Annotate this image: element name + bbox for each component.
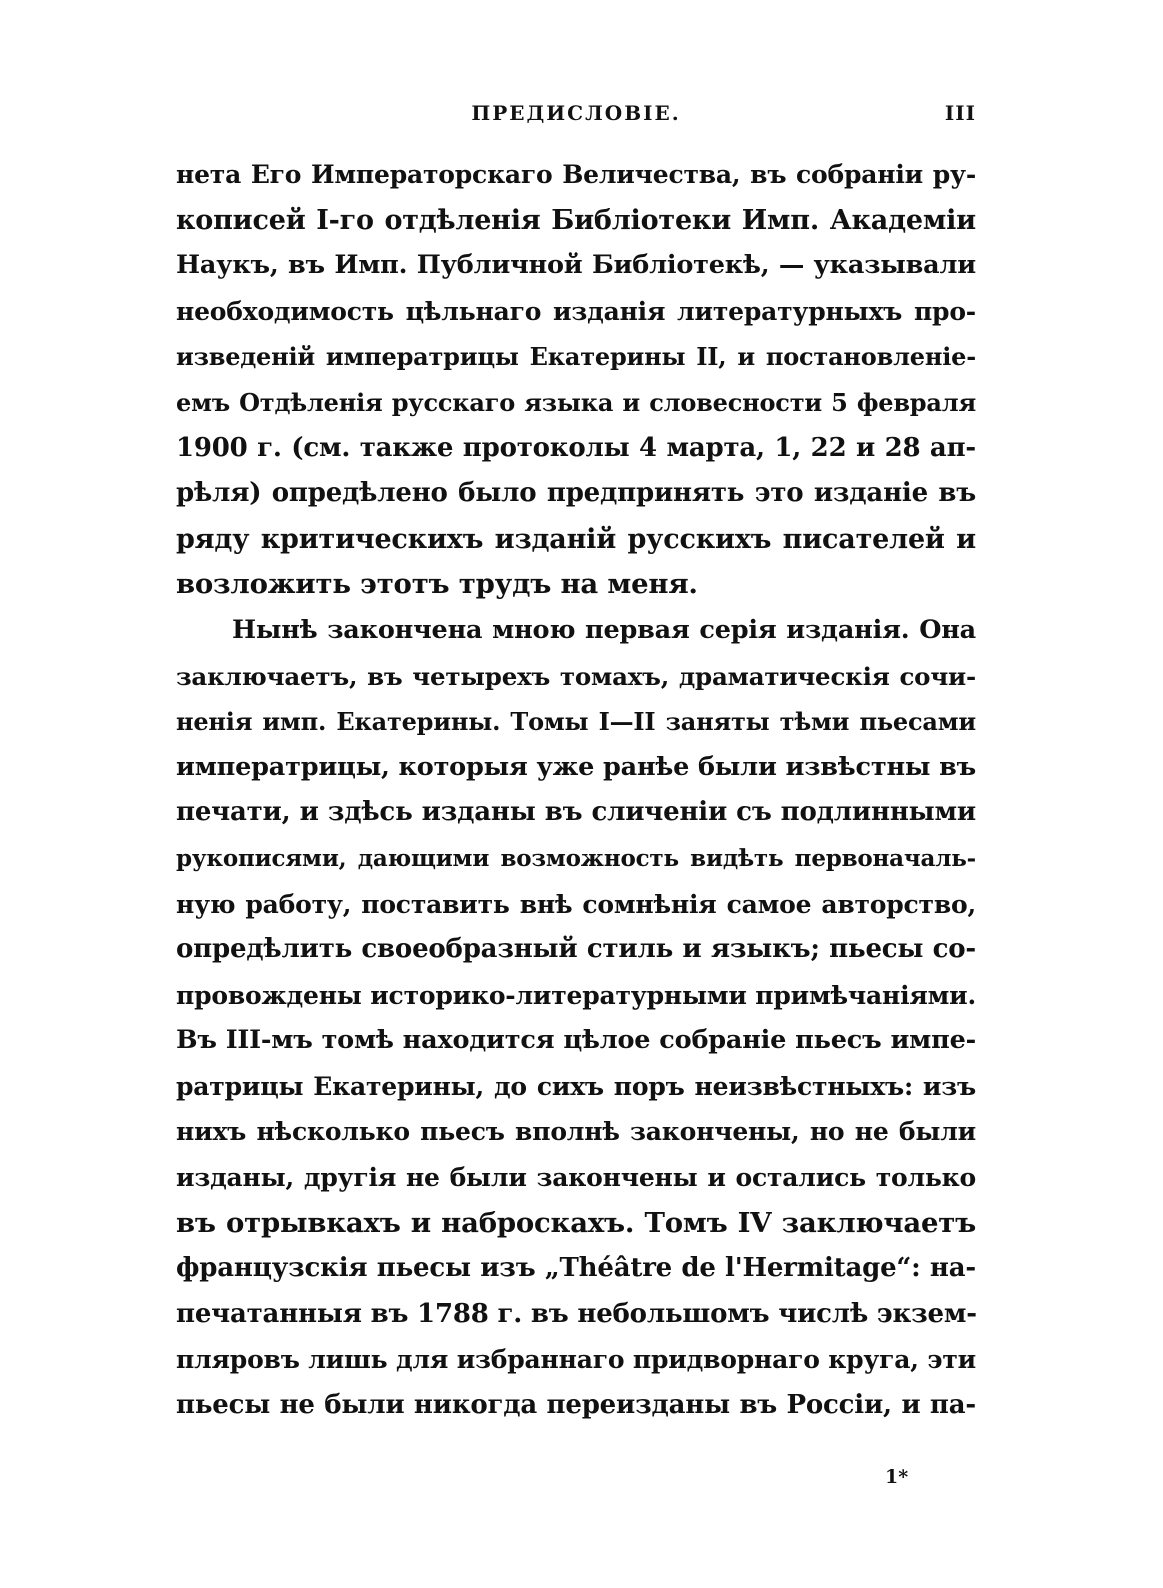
text-line: печатанныя въ 1788 г. въ небольшомъ числѣ экзем- [176, 1298, 977, 1329]
text-line: емъ Отдѣленія русскаго языка и словесности 5 февраля [176, 387, 976, 417]
paragraph-1 [176, 152, 976, 608]
text-line: рукописями, дающими возможность видѣть первоначаль- [176, 844, 976, 872]
text-line: ряду критическихъ изданій русскихъ писателей и [176, 523, 976, 555]
text-line: Въ III-мъ томѣ находится цѣлое собраніе пьесъ импе- [176, 1025, 976, 1056]
text-line: ратрицы Екатерины, до сихъ поръ неизвѣстныхъ: изъ [176, 1071, 976, 1101]
page-number: III [944, 101, 976, 125]
text-line: провождены историко-литературными примѣчаніями. [176, 980, 976, 1010]
text-line: нихъ нѣсколько пьесъ вполнѣ закончены, но не были [176, 1117, 976, 1147]
text-line: изведеній императрицы Екатерины II, и постановленіе- [176, 342, 976, 372]
text-line: ненія имп. Екатерины. Томы I—II заняты тѣми пьесами [176, 707, 976, 737]
text-line: французскія пьесы изъ „Théâtre de l'Hermitage“: на- [176, 1253, 976, 1284]
paragraph-2 [176, 608, 976, 1429]
page-title: ПРЕДИСЛОВІЕ. [471, 101, 681, 125]
running-head [176, 101, 976, 131]
text-line: рѣля) опредѣлено было предпринять это изданіе въ [176, 478, 976, 509]
text-line: пьесы не были никогда переизданы въ Россіи, и па- [176, 1390, 976, 1421]
text-line: изданы, другія не были закончены и остались только [176, 1163, 976, 1193]
text-line: возложить этотъ трудъ на меня. [176, 568, 698, 601]
text-line: ную работу, поставить внѣ сомнѣнія самое авторство, [176, 889, 976, 919]
text-line: необходимость цѣльнаго изданія литературныхъ про- [176, 296, 976, 326]
signature-mark: 1* [885, 1466, 909, 1488]
text-line: печати, и здѣсь изданы въ сличеніи съ подлинными [176, 797, 976, 828]
text-line: Нынѣ закончена мною первая серія изданія. Она [232, 614, 976, 645]
text-line: нета Его Императорскаго Величества, въ собраніи ру- [176, 160, 976, 189]
text-line: заключаетъ, въ четырехъ томахъ, драматическія сочи- [176, 661, 976, 691]
text-line: кописей I-го отдѣленія Библіотеки Имп. Академіи [176, 204, 976, 236]
text-line: въ отрывкахъ и наброскахъ. Томъ IV заключаетъ [176, 1206, 976, 1239]
text-line: Наукъ, въ Имп. Публичной Библіотекѣ, — указывали [176, 250, 976, 281]
text-line: пляровъ лишь для избраннаго придворнаго круга, эти [176, 1345, 976, 1375]
text-line: опредѣлить своеобразный стиль и языкъ; пьесы со- [176, 934, 976, 965]
text-line: 1900 г. (см. также протоколы 4 марта, 1, 22 и 28 ап- [176, 432, 976, 463]
body-text [176, 152, 976, 1429]
text-line: императрицы, которыя уже ранѣе были извѣстны въ [176, 751, 976, 782]
